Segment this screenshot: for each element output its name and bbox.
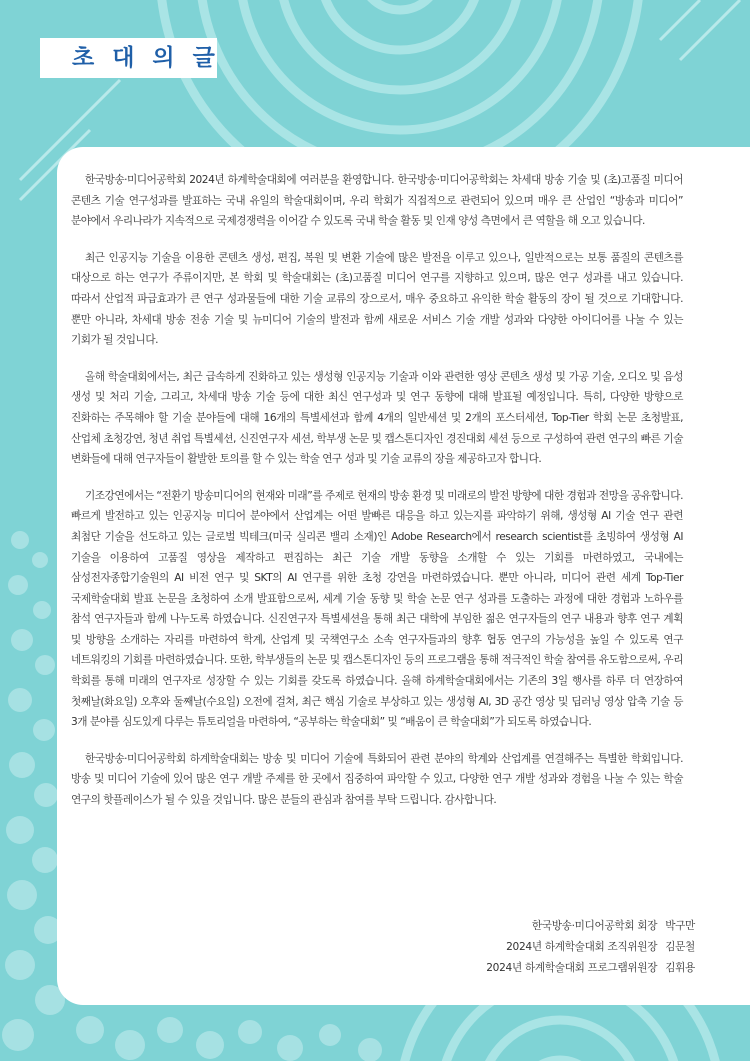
paragraph-program: 올해 학술대회에서는, 최근 급속하게 진화하고 있는 생성형 인공지능 기술과 이와 관련한 영상 콘텐츠 생성 및 가공 기술, 오디오 및 음성 생성 및 처리 기술, 그리고, 차세대 방송 기술 등에 대한 최신 연구성과 및 연구 동향에 대해 발표될 예정입니다. 특히, 다양한 방향으로 진화하는 주목해야 할 기술 분야들에 대해 16개의 특별세션과 함께 4개의 일반세션 및 2개의 포스터세션, Top-Tier 학회 논문 초청발표, 산업체 초청강연, 청년 취업 특별세션, 신진연구자 세션, 학부생 논문 및 캡스톤디자인 경진대회 세션 등으로 구성하여 관련 연구의 빠른 기술 변화들에 대해 연구자들이 활발한 토의를 할 수 있는 학술 연구 성과 및 기술 교류의 장을 제공하고자 합니다. xyxy=(71,370,683,466)
signature-role: 2024년 하계학술대회 프로그램위원장 xyxy=(486,962,658,974)
paragraph-ai-research: 최근 인공지능 기술을 이용한 콘텐츠 생성, 편집, 복원 및 변환 기술에 많은 발전을 이루고 있으나, 일반적으로는 보통 품질의 콘텐츠를 대상으로 하는 연구가 주류이지만, 본 학회 및 학술대회는 (초)고품질 미디어 연구를 지향하고 있으며, 많은 연구 성과를 내고 있습니다. 따라서 산업적 파급효과가 큰 연구 성과물들에 대한 기술 교류의 장으로서, 매우 중요하고 유익한 학술 활동의 장이 될 것으로 기대합니다. 뿐만 아니라, 차세대 방송 전송 기술 및 뉴미디어 기술의 발전과 함께 새로운 서비스 기술 개발 성과와 다양한 아이디어를 나눌 수 있는 기회가 될 것입니다. xyxy=(71,251,683,347)
signature-line xyxy=(486,958,695,979)
paragraph-welcome: 한국방송·미디어공학회 2024년 하계학술대회에 여러분을 환영합니다. 한국방송·미디어공학회는 차세대 방송 기술 및 (초)고품질 미디어 콘텐츠 기술 연구성과를 발표하는 국내 유일의 학술대회이며, 우리 학회가 직접적으로 관련되어 있으며 매우 큰 산업인 “방송과 미디어” 분야에서 우리나라가 지속적으로 국제경쟁력을 이어갈 수 있도록 국내 학술 활동 및 인재 양성 측면에서 큰 역할을 해 오고 있습니다. xyxy=(71,174,683,228)
paragraph-closing: 한국방송·미디어공학회 하계학술대회는 방송 및 미디어 기술에 특화되어 관련 분야의 학계와 산업계를 연결해주는 특별한 학회입니다. 방송 및 미디어 기술에 있어 많은 연구 개발 주제를 한 곳에서 집중하여 파악할 수 있고, 다양한 연구 개발 성과와 경험을 나눌 수 있는 학술 연구의 핫플레이스가 될 수 있을 것입니다. 많은 분들의 관심과 참여를 부탁 드립니다. 감사합니다. xyxy=(71,752,683,807)
letter-body xyxy=(71,170,683,827)
signature-name: 김문철 xyxy=(665,941,695,953)
signature-name: 박구만 xyxy=(665,920,695,932)
page-title: 초대의글 xyxy=(72,45,233,71)
signature-line xyxy=(486,937,695,958)
paragraph-keynote: 기조강연에서는 “전환기 방송미디어의 현재와 미래”를 주제로 현재의 방송 환경 및 미래로의 발전 방향에 대한 경험과 전망을 공유합니다. 빠르게 발전하고 있는 인공지능 미디어 분야에서 산업계는 어떤 발빠른 대응을 하고 있는지를 파악하기 위해, 생성형 AI 기술 연구 관련 최첨단 기술을 선도하고 있는 글로벌 빅테크(미국 실리콘 밸리 소재)인 Adobe Research에서 research scientist를 초빙하여 생성형 AI 기술을 이용하여 고품질 영상을 제작하고 편집하는 최근 기술 개발 동향을 소개할 수 있는 기회를 마련하였고, 국내에는 삼성전자종합기술원의 AI 비전 연구 및 SKT의 AI 연구를 위한 초청 강연을 마련하였습니다. 뿐만 아니라, 미디어 관련 세계 Top-Tier 국제학술대회 발표 논문을 초청하여 소개 발표함으로써, 세계 기술 동향 및 학술 논문 연구 성과를 도출하는 과정에 대한 경험과 노하우를 참석 연구자들과 함께 나누도록 하였습니다. 신진연구자 특별세션을 통해 최근 대학에 부임한 젊은 연구자들의 연구 내용과 향후 연구 계획 및 방향을 소개하는 자리를 마련하여 학계, 산업계 및 국책연구소 소속 연구자들과의 향후 협동 연구의 가능성을 높일 수 있도록 연구 네트워킹의 기회를 마련하였습니다. 또한, 학부생들의 논문 및 캡스톤디자인 등의 프로그램을 통해 적극적인 학술 참여를 유도함으로써, 우리 학회를 통해 미래의 연구자로 성장할 수 있는 기회를 갖도록 하였습니다. 올해 하계학술대회에서는 기존의 3일 행사를 하루 더 연장하여 첫째날(화요일) 오후와 둘째날(수요일) 오전에 걸쳐, 최근 핵심 기술로 부상하고 있는 생성형 AI, 3D 공간 영상 및 딥러닝 영상 압축 기술 등 3개 분야를 심도있게 다루는 튜토리얼을 마련하여, “공부하는 학술대회” 및 “배움이 큰 학술대회”가 되도록 하였습니다. xyxy=(71,489,683,729)
signature-role: 2024년 하계학술대회 조직위원장 xyxy=(506,941,658,953)
signature-role: 한국방송·미디어공학회 회장 xyxy=(531,920,658,932)
signature-name: 김휘용 xyxy=(665,962,695,974)
signature-block xyxy=(486,916,695,979)
signature-line xyxy=(486,916,695,937)
